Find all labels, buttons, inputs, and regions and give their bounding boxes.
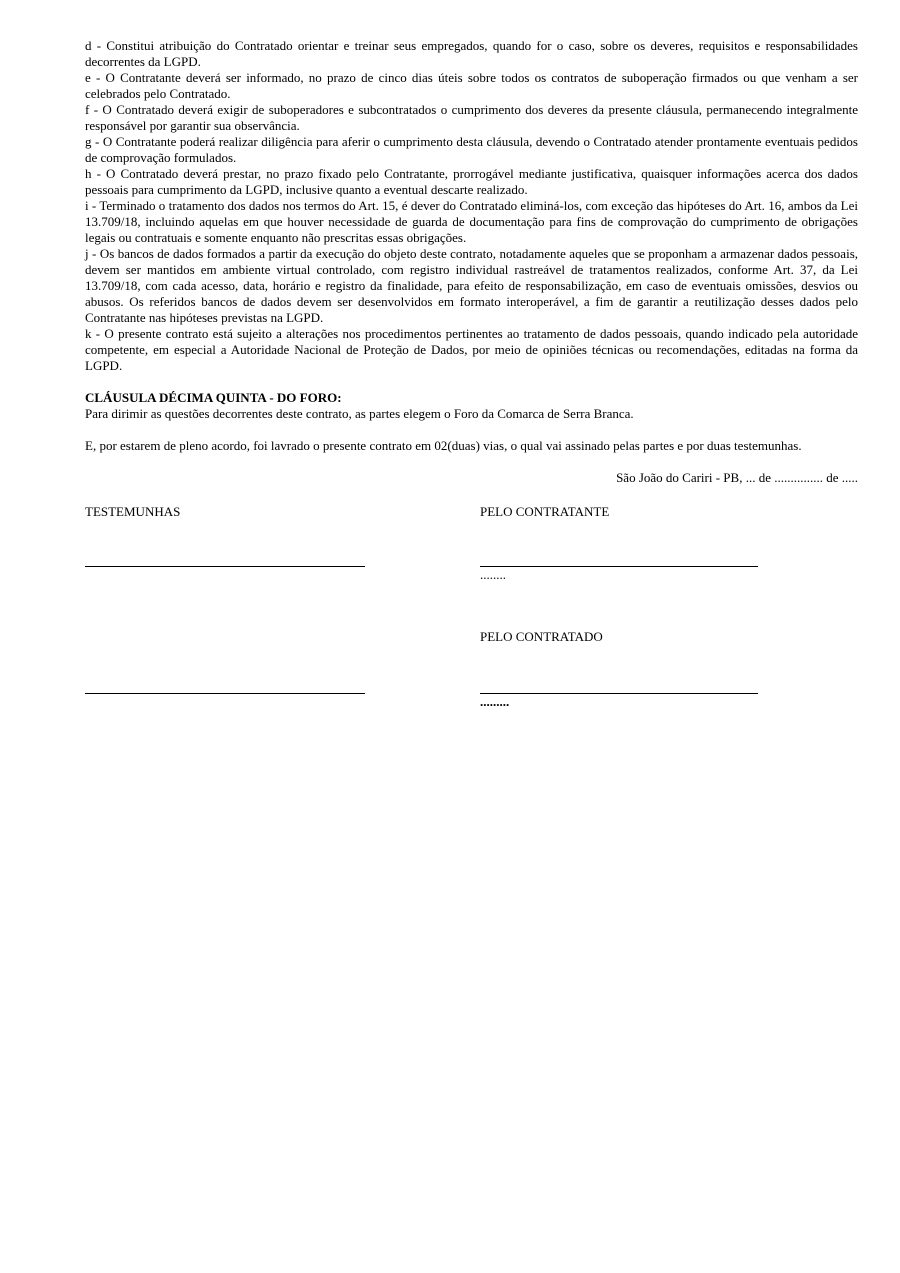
clause-f: f - O Contratado deverá exigir de suboperadores e subcontratados o cumprimento dos deveres da presente cláusula, permanecendo integralmente responsável por garantir sua observância. — [85, 102, 858, 133]
clause-e: e - O Contratante deverá ser informado, no prazo de cinco dias úteis sobre todos os contratos de suboperação firmados ou que venham a ser celebrados pelo Contratado. — [85, 70, 858, 101]
contratado-dots: ......... — [480, 694, 510, 709]
clause-g: g - O Contratante poderá realizar diligência para aferir o cumprimento desta cláusula, devendo o Contratado atender prontamente eventuais pedidos de comprovação formulados. — [85, 134, 858, 165]
contratado-label-row — [85, 629, 858, 645]
contratante-dots-row — [85, 567, 858, 583]
contratante-dots: ........ — [480, 567, 506, 582]
contratado-label: PELO CONTRATADO — [480, 629, 603, 644]
witness-signature-line-1 — [85, 552, 365, 567]
clause-i: i - Terminado o tratamento dos dados nos termos do Art. 15, é dever do Contratado eliminá-los, com exceção das hipóteses do Art. 16, ambos da Lei 13.709/18, incluindo aquelas em que houver necessidade de guarda de documentação para fins de comprovação do cumprimento de obrigações legais ou contratuais e somente enquanto não prescritas essas obrigações. — [85, 198, 858, 245]
dateline: São João do Cariri - PB, ... de ............... de ..... — [616, 470, 858, 485]
foro-clause-body: Para dirimir as questões decorrentes deste contrato, as partes elegem o Foro da Comarca de Serra Branca. — [85, 406, 634, 421]
closing-paragraph: E, por estarem de pleno acordo, foi lavrado o presente contrato em 02(duas) vias, o qual vai assinado pelas partes e por duas testemunhas. — [85, 438, 802, 453]
witnesses-label: TESTEMUNHAS — [85, 504, 181, 519]
signature-line-row-1 — [85, 552, 858, 567]
contratado-dots-row — [85, 694, 858, 710]
contratado-signature-line — [480, 679, 758, 694]
contratante-label: PELO CONTRATANTE — [480, 504, 610, 519]
foro-clause-heading: CLÁUSULA DÉCIMA QUINTA - DO FORO: — [85, 390, 342, 405]
witness-signature-line-2 — [85, 679, 365, 694]
contratante-signature-line — [480, 552, 758, 567]
clause-d: d - Constitui atribuição do Contratado orientar e treinar seus empregados, quando for o caso, sobre os deveres, requisitos e responsabilidades decorrentes da LGPD. — [85, 38, 858, 69]
clause-k: k - O presente contrato está sujeito a alterações nos procedimentos pertinentes ao tratamento de dados pessoais, quando indicado pela autoridade competente, em especial a Autoridade Nacional de Proteção de Dados, por meio de opiniões técnicas ou recomendações, editadas na forma da LGPD. — [85, 326, 858, 373]
clause-h: h - O Contratado deverá prestar, no prazo fixado pelo Contratante, prorrogável mediante justificativa, quaisquer informações acerca dos dados pessoais para cumprimento da LGPD, inclusive quanto a eventual descarte realizado. — [85, 166, 858, 197]
signature-labels-row — [85, 504, 858, 520]
clause-j: j - Os bancos de dados formados a partir da execução do objeto deste contrato, notadamente aqueles que se proponham a armazenar dados pessoais, devem ser mantidos em ambiente virtual controlado, com registro individual rastreável de tratamentos realizados, conforme Art. 37, da Lei 13.709/18, com cada acesso, data, horário e registro da finalidade, para efeito de responsabilização, em caso de eventuais omissões, desvios ou abusos. Os referidos bancos de dados devem ser desenvolvidos em formato interoperável, a fim de garantir a reutilização desses dados pelo Contratante nas hipóteses previstas na LGPD. — [85, 246, 858, 325]
signature-line-row-2 — [85, 679, 858, 694]
